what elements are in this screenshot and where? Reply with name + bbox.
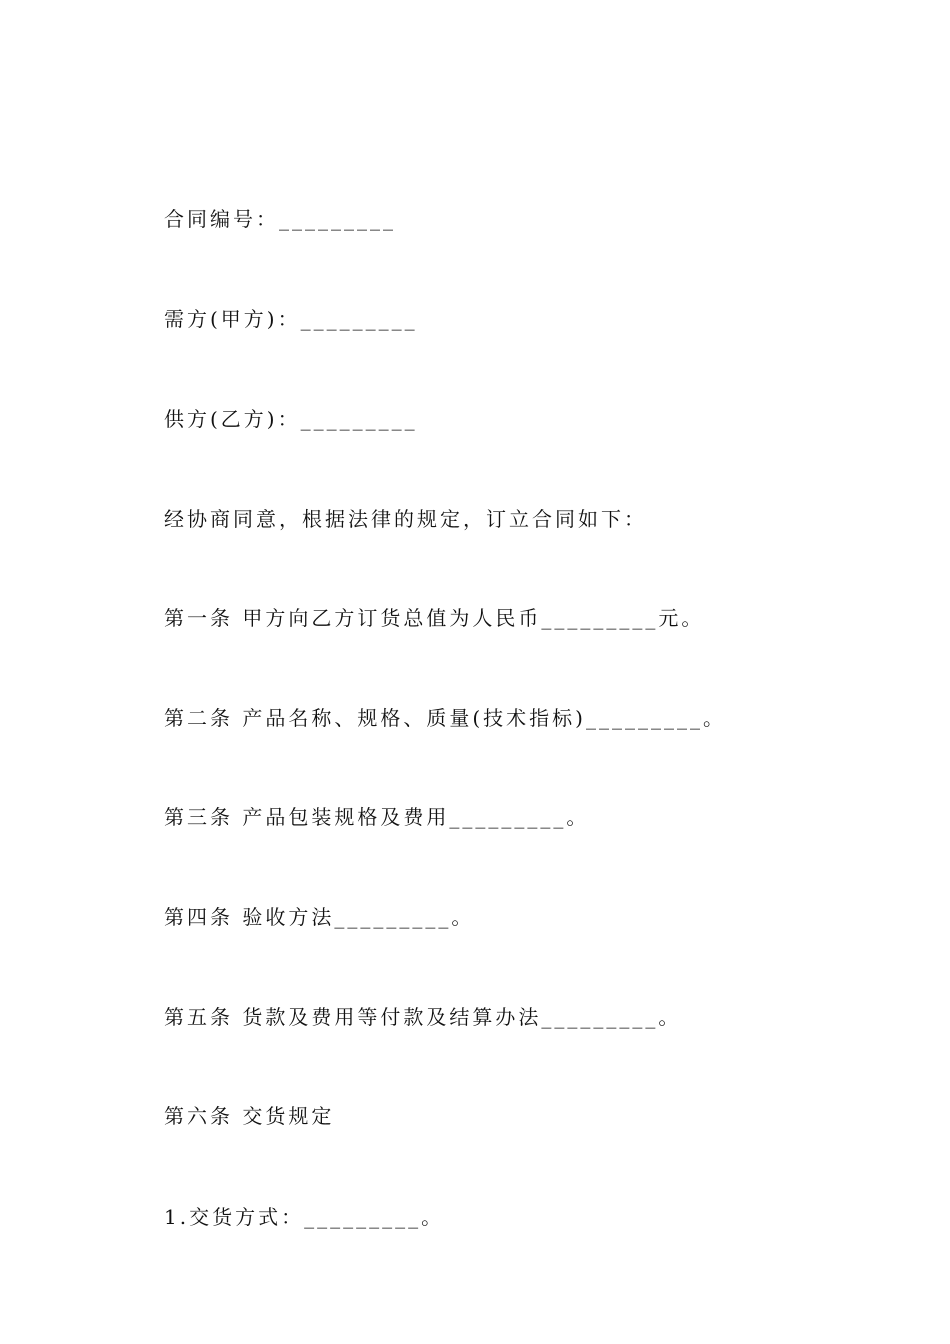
delivery-method-line: 1.交货方式：_________。 [164, 1205, 445, 1229]
supplier-party-line: 供方(乙方)：_________ [164, 407, 418, 431]
article-2-line: 第二条 产品名称、规格、质量(技术指标)_________。 [164, 706, 726, 730]
buyer-party-line: 需方(甲方)：_________ [164, 307, 418, 331]
contract-number-line: 合同编号：_________ [164, 207, 396, 231]
article-3-line: 第三条 产品包装规格及费用_________。 [164, 805, 590, 829]
article-1-line: 第一条 甲方向乙方订货总值为人民币_________元。 [164, 606, 705, 630]
article-6-heading: 第六条 交货规定 [164, 1104, 335, 1128]
article-4-line: 第四条 验收方法_________。 [164, 905, 475, 929]
article-5-line: 第五条 货款及费用等付款及结算办法_________。 [164, 1005, 682, 1029]
preamble-line: 经协商同意，根据法律的规定，订立合同如下： [164, 507, 647, 531]
